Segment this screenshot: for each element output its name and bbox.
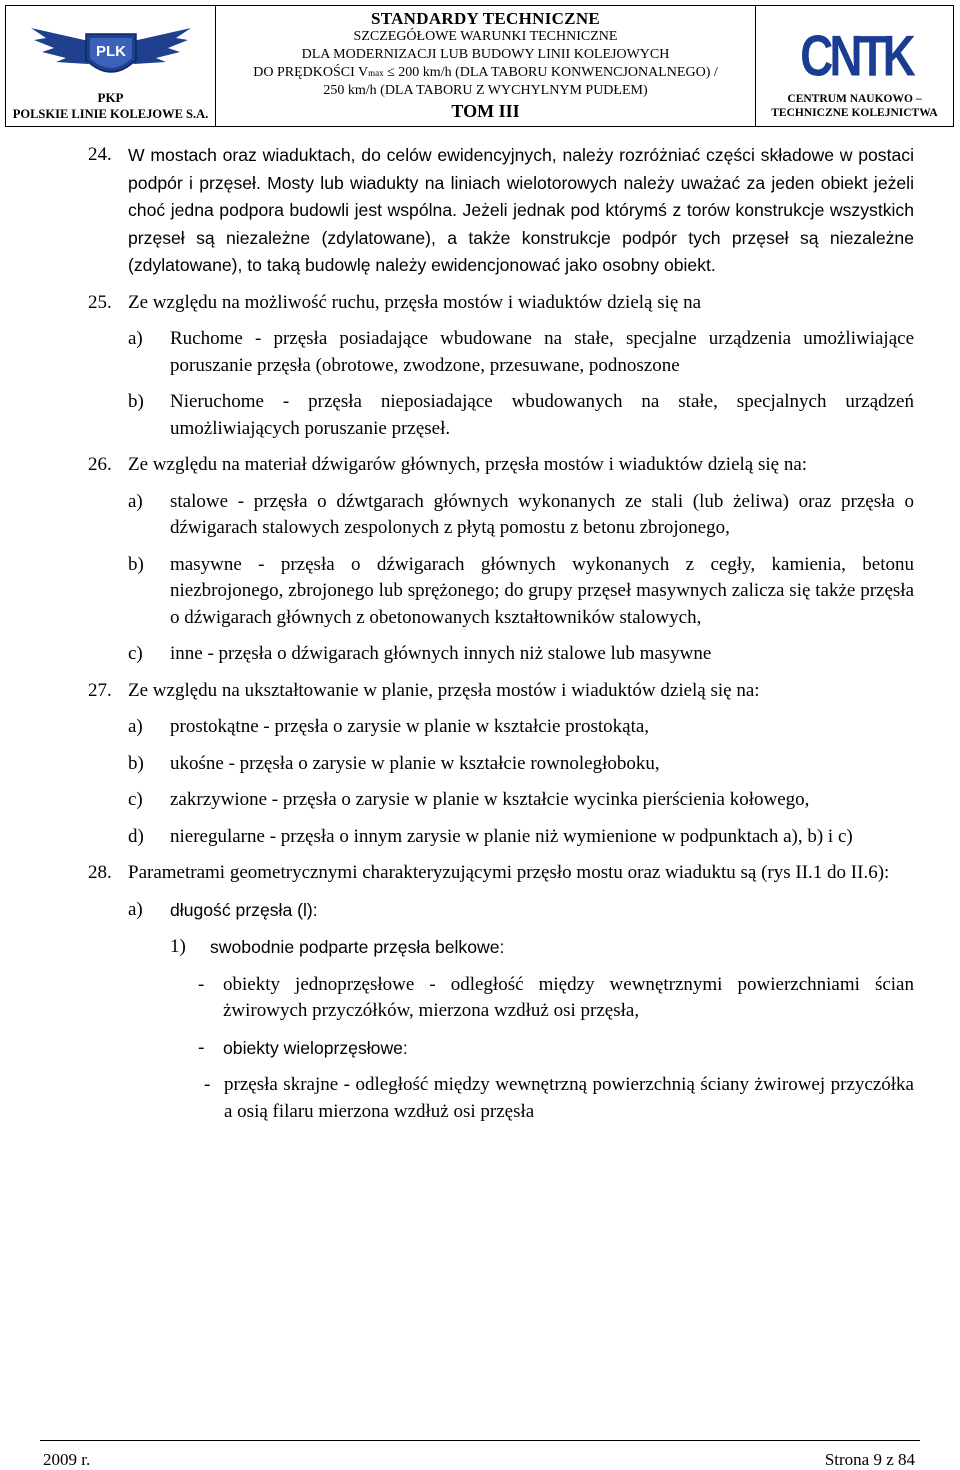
plk-company-name: POLSKIE LINIE KOLEJOWE S.A.	[12, 107, 209, 121]
plk-abbreviation: PKP	[97, 90, 124, 105]
sub-list-item: 1) swobodnie podparte przęsła belkowe:	[170, 936, 505, 957]
paragraph-number: 28.	[88, 862, 112, 883]
paragraph-text: W mostach oraz wiaduktach, do celów ewidencyjnych, należy rozróżniać części składowe w postaci podpór i przęseł. Mosty lub wiadukty na liniach wielotorowych należy uważać za jeden obiekt jeżeli choć jedna podpora budowli jest wspólna. Jeżeli jednak pod którymś z torów konstrukcje wszystkich przęseł są niezależne (zdylatowane), a także konstrukcje podpór tych przęseł są niezależne (zdylatowane), to taką budowlę należy ewidencjonować jako osobny obiekt.	[128, 145, 914, 275]
list-item: b) ukośne - przęsła o zarysie w planie w kształcie rownoległoboku,	[128, 752, 660, 774]
list-item: a) prostokątne - przęsła o zarysie w planie w kształcie prostokąta,	[128, 716, 650, 737]
header-volume: TOM III	[451, 101, 520, 121]
cntk-name: CENTRUM NAUKOWO – TECHNICZNE KOLEJNICTWA	[771, 93, 938, 119]
paragraph-25	[88, 290, 914, 317]
paragraph-24	[88, 142, 914, 280]
list-item: b) Nieruchome - przęsła nieposiadające wbudowanych na stałe, specjalnych urządzeń umożliwiających poruszanie przęseł.	[128, 391, 914, 439]
cntk-logo	[800, 18, 912, 89]
header-line-1: SZCZEGÓŁOWE WARUNKI TECHNICZNE	[353, 29, 618, 44]
paragraph-number: 25.	[88, 291, 112, 313]
footer-divider	[40, 1440, 920, 1441]
footer-page-number: Strona 9 z 84	[824, 1450, 915, 1469]
plk-logo	[26, 16, 196, 86]
paragraph-number: 27.	[88, 679, 112, 701]
svg-text:CNTK: CNTK	[800, 24, 912, 89]
list-item: c) inne - przęsła o dźwigarach głównych innych niż stalowe lub masywne	[128, 643, 712, 664]
list-item: c) zakrzywione - przęsła o zarysie w planie w kształcie wycinka pierścienia kołowego,	[128, 789, 810, 810]
paragraph-text: Ze względu na możliwość ruchu, przęsła mostów i wiaduktów dzielą się na	[128, 291, 701, 313]
paragraph-text: Parametrami geometrycznymi charakteryzującymi przęsło mostu oraz wiaduktu są (rys II.1 do II.6):	[128, 862, 890, 883]
header-title-cell	[216, 6, 756, 126]
paragraph-26-items	[88, 489, 914, 668]
list-item: a) stalowe - przęsła o dźwtgarach głównych wykonanych ze stali (lub żeliwa) oraz przęsła o dźwigarach stalowych zespolonych z płytą pomostu z betonu zbrojonego,	[128, 490, 914, 538]
paragraph-28-items	[88, 897, 914, 1126]
document-body	[88, 142, 914, 1135]
paragraph-26	[88, 452, 914, 479]
header-title: STANDARDY TECHNICZNE	[370, 9, 601, 28]
list-item: b) masywne - przęsła o dźwigarach głównych wykonanych z cegły, kamienia, betonu niezbrojonego, zbrojonego lub sprężonego; do grupy przęseł masywnych zalicza się także przęsła o dźwigarach głównych z obetonowanych kształtowników stalowych,	[128, 553, 914, 628]
dash-item: - obiekty jednoprzęsłowe - odległość między wewnętrznymi powierzchniami ścian żwirowych przyczółków, mierzona wzdłuż osi przęsła,	[198, 973, 914, 1021]
header-right-cell	[756, 6, 953, 126]
list-item: a) długość przęsła (l):	[128, 898, 318, 920]
paragraph-25-items	[88, 326, 914, 442]
dash-item: - obiekty wieloprzęsłowe:	[198, 1036, 408, 1058]
paragraph-number: 26.	[88, 454, 112, 475]
paragraph-text: Ze względu na materiał dźwigarów głównych, przęsła mostów i wiaduktów dzielą się na:	[128, 454, 808, 475]
paragraph-27-items	[88, 714, 914, 850]
paragraph-text: Ze względu na ukształtowanie w planie, przęsła mostów i wiaduktów dzielą się na:	[128, 679, 760, 701]
list-item: d) nieregularne - przęsła o innym zarysie w planie niż wymienione w podpunktach a), b) i c)	[128, 825, 853, 847]
paragraph-27	[88, 678, 914, 705]
header-left-cell	[6, 6, 216, 126]
header-line-3: DO PRĘDKOŚCI Vmax ≤ 200 km/h (DLA TABORU KONWENCJONALNEGO) /	[253, 65, 718, 80]
dash-item: - przęsła skrajne - odległość między wewnętrzną powierzchnią ściany żwirowej przyczółka a osią filaru mierzona wzdłuż osi przęsła	[204, 1074, 914, 1122]
paragraph-28	[88, 860, 914, 887]
list-item: a) Ruchome - przęsła posiadające wbudowane na stałe, specjalne urządzenia umożliwiające poruszanie przęsła (obrotowe, zwodzone, przesuwane, podnoszone	[128, 328, 914, 376]
svg-text:PLK: PLK	[96, 43, 126, 60]
header-line-2: DLA MODERNIZACJI LUB BUDOWY LINII KOLEJOWYCH	[301, 47, 670, 62]
document-header	[5, 5, 954, 127]
header-line-4: 250 km/h (DLA TABORU Z WYCHYLNYM PUDŁEM)	[323, 83, 648, 98]
footer-year: 2009 r.	[43, 1450, 91, 1469]
paragraph-number: 24.	[88, 144, 112, 165]
